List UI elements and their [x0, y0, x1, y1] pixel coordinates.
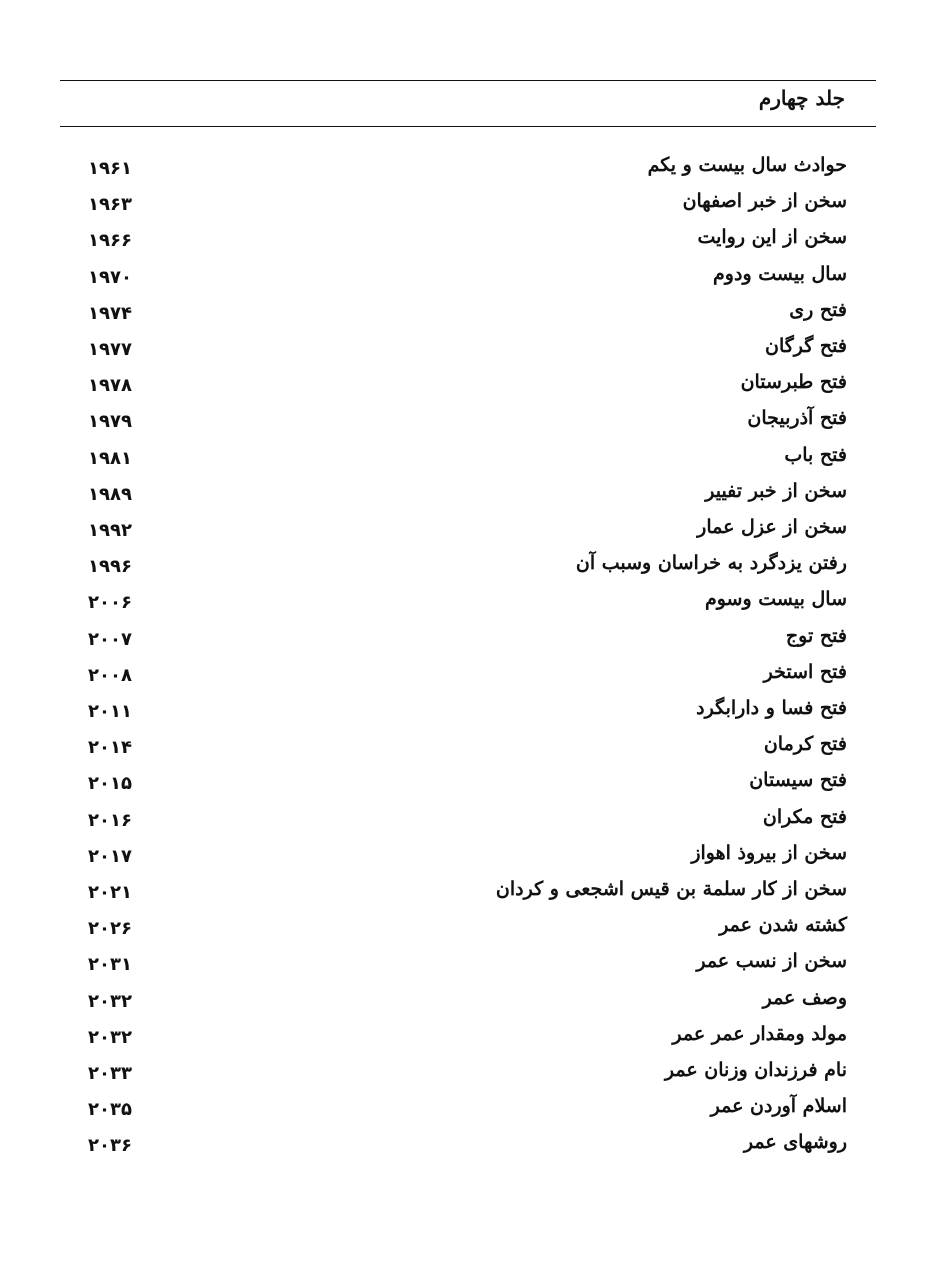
toc-entry-page-number: ۱۹۷۸	[88, 375, 132, 397]
toc-entry	[0, 1019, 931, 1055]
toc-entry-page-number: ۲۰۰۸	[88, 664, 132, 686]
toc-entry-page-number: ۱۹۷۴	[88, 302, 132, 324]
toc-entry-page-number: ۲۰۳۱	[88, 954, 132, 976]
toc-entry-title: نام فرزندان وزنان عمر	[664, 1059, 847, 1081]
toc-entry-title: فتح آذربیجان	[747, 407, 847, 430]
toc-entry-title: روشهای عمر	[743, 1131, 847, 1154]
toc-entry-page-number: ۲۰۱۱	[88, 701, 132, 722]
toc-entry-title: سخن از کار سلمة بن قیس اشجعی و کردان	[495, 878, 847, 900]
toc-entry-title: فتح استخر	[763, 660, 847, 683]
toc-entry	[0, 802, 931, 838]
toc-entry-page-number: ۱۹۷۰	[88, 266, 132, 288]
toc-entry-page-number: ۲۰۳۵	[88, 1099, 132, 1121]
toc-entry-title: مولد ومقدار عمر عمر	[672, 1022, 847, 1045]
toc-entry-page-number: ۲۰۲۶	[88, 918, 132, 940]
toc-entry	[0, 1055, 931, 1091]
toc-entry-page-number: ۲۰۳۳	[88, 1063, 132, 1084]
toc-entry-title: اسلام آوردن عمر	[710, 1095, 847, 1118]
toc-entry-page-number: ۱۹۹۶	[88, 556, 132, 578]
toc-entry-title: کشته شدن عمر	[719, 914, 847, 937]
toc-entry	[0, 621, 931, 657]
toc-entry-page-number: ۲۰۳۲	[88, 990, 132, 1012]
toc-entry-title: فتح فسا و دارابگرد	[696, 697, 847, 719]
toc-entry-page-number: ۲۰۰۶	[88, 592, 132, 614]
toc-entry-page-number: ۲۰۳۶	[88, 1135, 132, 1157]
toc-entry-title: فتح ری	[789, 298, 847, 321]
toc-entry-page-number: ۲۰۲۱	[88, 882, 132, 903]
volume-header: جلد چهارم	[758, 86, 845, 110]
toc-entry-title: سخن از خبر تفییر	[705, 479, 847, 502]
toc-entry-title: حوادث سال بیست و یکم	[647, 154, 847, 176]
toc-entry-title: فتح کرمان	[763, 733, 847, 756]
toc-entry	[0, 403, 931, 439]
toc-entry	[0, 584, 931, 620]
toc-entry	[0, 874, 931, 910]
toc-entry-title: سال بیست وسوم	[704, 588, 847, 611]
toc-entry	[0, 946, 931, 982]
toc-entry-page-number: ۲۰۱۶	[88, 809, 132, 831]
toc-entry	[0, 1091, 931, 1127]
toc-entry-page-number: ۲۰۱۴	[88, 737, 132, 759]
toc-entry-title: وصف عمر	[762, 986, 847, 1009]
toc-entry	[0, 548, 931, 584]
toc-entry	[0, 440, 931, 476]
toc-entry-title: سال بیست ودوم	[713, 262, 847, 285]
toc-entry-title: سخن از نسب عمر	[696, 950, 847, 973]
toc-entry	[0, 838, 931, 874]
toc-entry-title: سخن از عزل عمار	[697, 516, 847, 538]
toc-entry	[0, 657, 931, 693]
toc-entry-page-number: ۲۰۰۷	[88, 628, 132, 650]
toc-entry	[0, 259, 931, 295]
toc-entry-title: فتح باب	[784, 443, 847, 466]
toc-entry	[0, 910, 931, 946]
toc-entry	[0, 476, 931, 512]
toc-entry-title: سخن از این روایت	[697, 226, 847, 249]
toc-entry-title: فتح طبرستان	[740, 371, 847, 394]
toc-entry-title: فتح توج	[785, 624, 847, 647]
toc-entry-page-number: ۱۹۶۶	[88, 230, 132, 252]
toc-entry	[0, 222, 931, 258]
toc-entry-title: فتح سیستان	[749, 769, 847, 792]
toc-entry-title: رفتن یزدگرد به خراسان وسبب آن	[575, 552, 847, 575]
toc-entry-page-number: ۱۹۶۱	[88, 158, 132, 179]
toc-entry-page-number: ۲۰۳۲	[88, 1026, 132, 1048]
toc-entry	[0, 186, 931, 222]
toc-entry-page-number: ۱۹۷۷	[88, 339, 132, 360]
toc-entry	[0, 295, 931, 331]
toc-entry-title: سخن از بیروذ اهواز	[691, 841, 847, 864]
toc-entry	[0, 983, 931, 1019]
toc-entry-page-number: ۱۹۶۳	[88, 194, 132, 216]
toc-entry-page-number: ۱۹۹۲	[88, 520, 132, 541]
toc-entry-page-number: ۱۹۸۱	[88, 447, 132, 469]
toc-entry	[0, 765, 931, 801]
toc-entry-page-number: ۲۰۱۷	[88, 845, 132, 867]
toc-entry	[0, 150, 931, 186]
toc-entry-page-number: ۱۹۷۹	[88, 411, 132, 433]
toc-entry-title: سخن از خبر اصفهان	[682, 190, 847, 213]
toc-entry	[0, 331, 931, 367]
toc-entry-page-number: ۱۹۸۹	[88, 483, 132, 505]
toc-entry	[0, 367, 931, 403]
toc-entry	[0, 512, 931, 548]
toc-entry	[0, 1127, 931, 1163]
toc-entry-title: فتح مکران	[762, 805, 847, 828]
toc-entry	[0, 693, 931, 729]
toc-entry-title: فتح گرگان	[764, 335, 847, 357]
toc-entry	[0, 729, 931, 765]
toc-entry-page-number: ۲۰۱۵	[88, 773, 132, 795]
